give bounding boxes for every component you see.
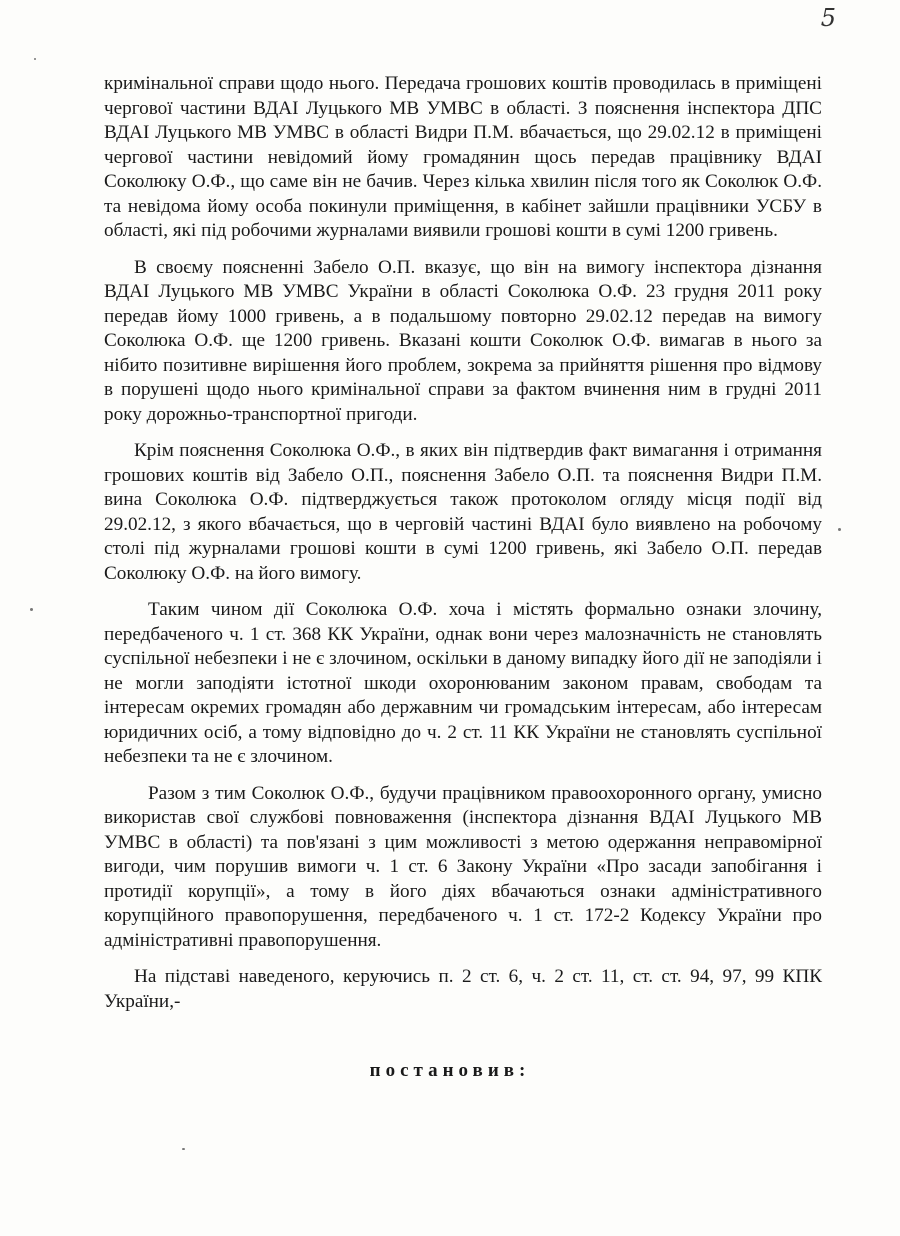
paragraph-2: В своєму поясненні Забело О.П. вказує, що він на вимогу інспектора дізнання ВДАІ Луцького МВ УМВС України в області Соколюка О.Ф. 23 грудня 2011 року передав йому 1000 гривень, а в подальшому повторно 29.02.12 передав на вимогу Соколюка О.Ф. ще 1200 гривень. Вказані кошти Соколюк О.Ф. вимагав в нього за нібито позитивне вирішення його проблем, зокрема за прийняття рішення про відмову в порушені щодо нього кримінальної справи за фактом вчинення ним в грудні 2011 року дорожньо-транспортної пригоди. bbox=[104, 256, 822, 425]
page-number: 5 bbox=[820, 4, 836, 32]
scan-speck bbox=[34, 58, 36, 60]
scan-speck bbox=[182, 1148, 185, 1150]
document-body bbox=[104, 72, 822, 1026]
paragraph-6: На підставі наведеного, керуючись п. 2 ст. 6, ч. 2 ст. 11, ст. ст. 94, 97, 99 КПК України,- bbox=[104, 966, 822, 1012]
paragraph-5: Разом з тим Соколюк О.Ф., будучи працівником правоохоронного органу, умисно використав свої службові повноваження (інспектора дізнання ВДАІ Луцького МВ УМВС в області) та пов'язані з цим можливості з метою одержання неправомірної вигоди, чим порушив вимоги ч. 1 ст. 6 Закону України «Про засади запобігання і протидії корупції», а тому в його діях вбачаються ознаки адміністративного корупційного правопорушення, передбаченого ч. 1 ст. 172-2 Кодексу України про адміністративні правопорушення. bbox=[104, 782, 822, 951]
resolution-heading: постановив: bbox=[369, 1060, 531, 1081]
paragraph-4: Таким чином дії Соколюка О.Ф. хоча і містять формально ознаки злочину, передбаченого ч. 1 ст. 368 КК України, однак вони через малозначність не становлять суспільної небезпеки і не є злочином, оскільки в даному випадку його дії не заподіяли і не могли заподіяти істотної шкоди охоронюваним законом правам, свободам та інтересам окремих громадян або державним чи громадським інтересам, або інтересам юридичних осіб, а тому відповідно до ч. 2 ст. 11 КК України не становлять суспільної небезпеки та не є злочином. bbox=[104, 599, 822, 767]
scan-speck bbox=[838, 528, 841, 531]
scan-speck bbox=[30, 608, 33, 611]
paragraph-1: кримінальної справи щодо нього. Передача грошових коштів проводилась в приміщені чергової частини ВДАІ Луцького МВ УМВС в області. З пояснення інспектора ДПС ВДАІ Луцького МВ УМВС в області Видри П.М. вбачається, що 29.02.12 в приміщені чергової частини невідомий йому громадянин щось передав працівнику ВДАІ Соколюку О.Ф., що саме він не бачив. Через кілька хвилин після того як Соколюк О.Ф. та невідома йому особа покинули приміщення, в кабінет зайшли працівники УСБУ в області, які під робочими журналами виявили грошові кошти в сумі 1200 гривень. bbox=[104, 73, 822, 241]
paragraph-3: Крім пояснення Соколюка О.Ф., в яких він підтвердив факт вимагання і отримання грошових коштів від Забело О.П., пояснення Забело О.П. та пояснення Видри П.М. вина Соколюка О.Ф. підтверджується також протоколом огляду місця події від 29.02.12, з якого вбачається, що в черговій частині ВДАІ було виявлено на робочому столі під журналами грошові кошти в сумі 1200 гривень, які Забело О.П. передав Соколюку О.Ф. на його вимогу. bbox=[104, 440, 822, 584]
